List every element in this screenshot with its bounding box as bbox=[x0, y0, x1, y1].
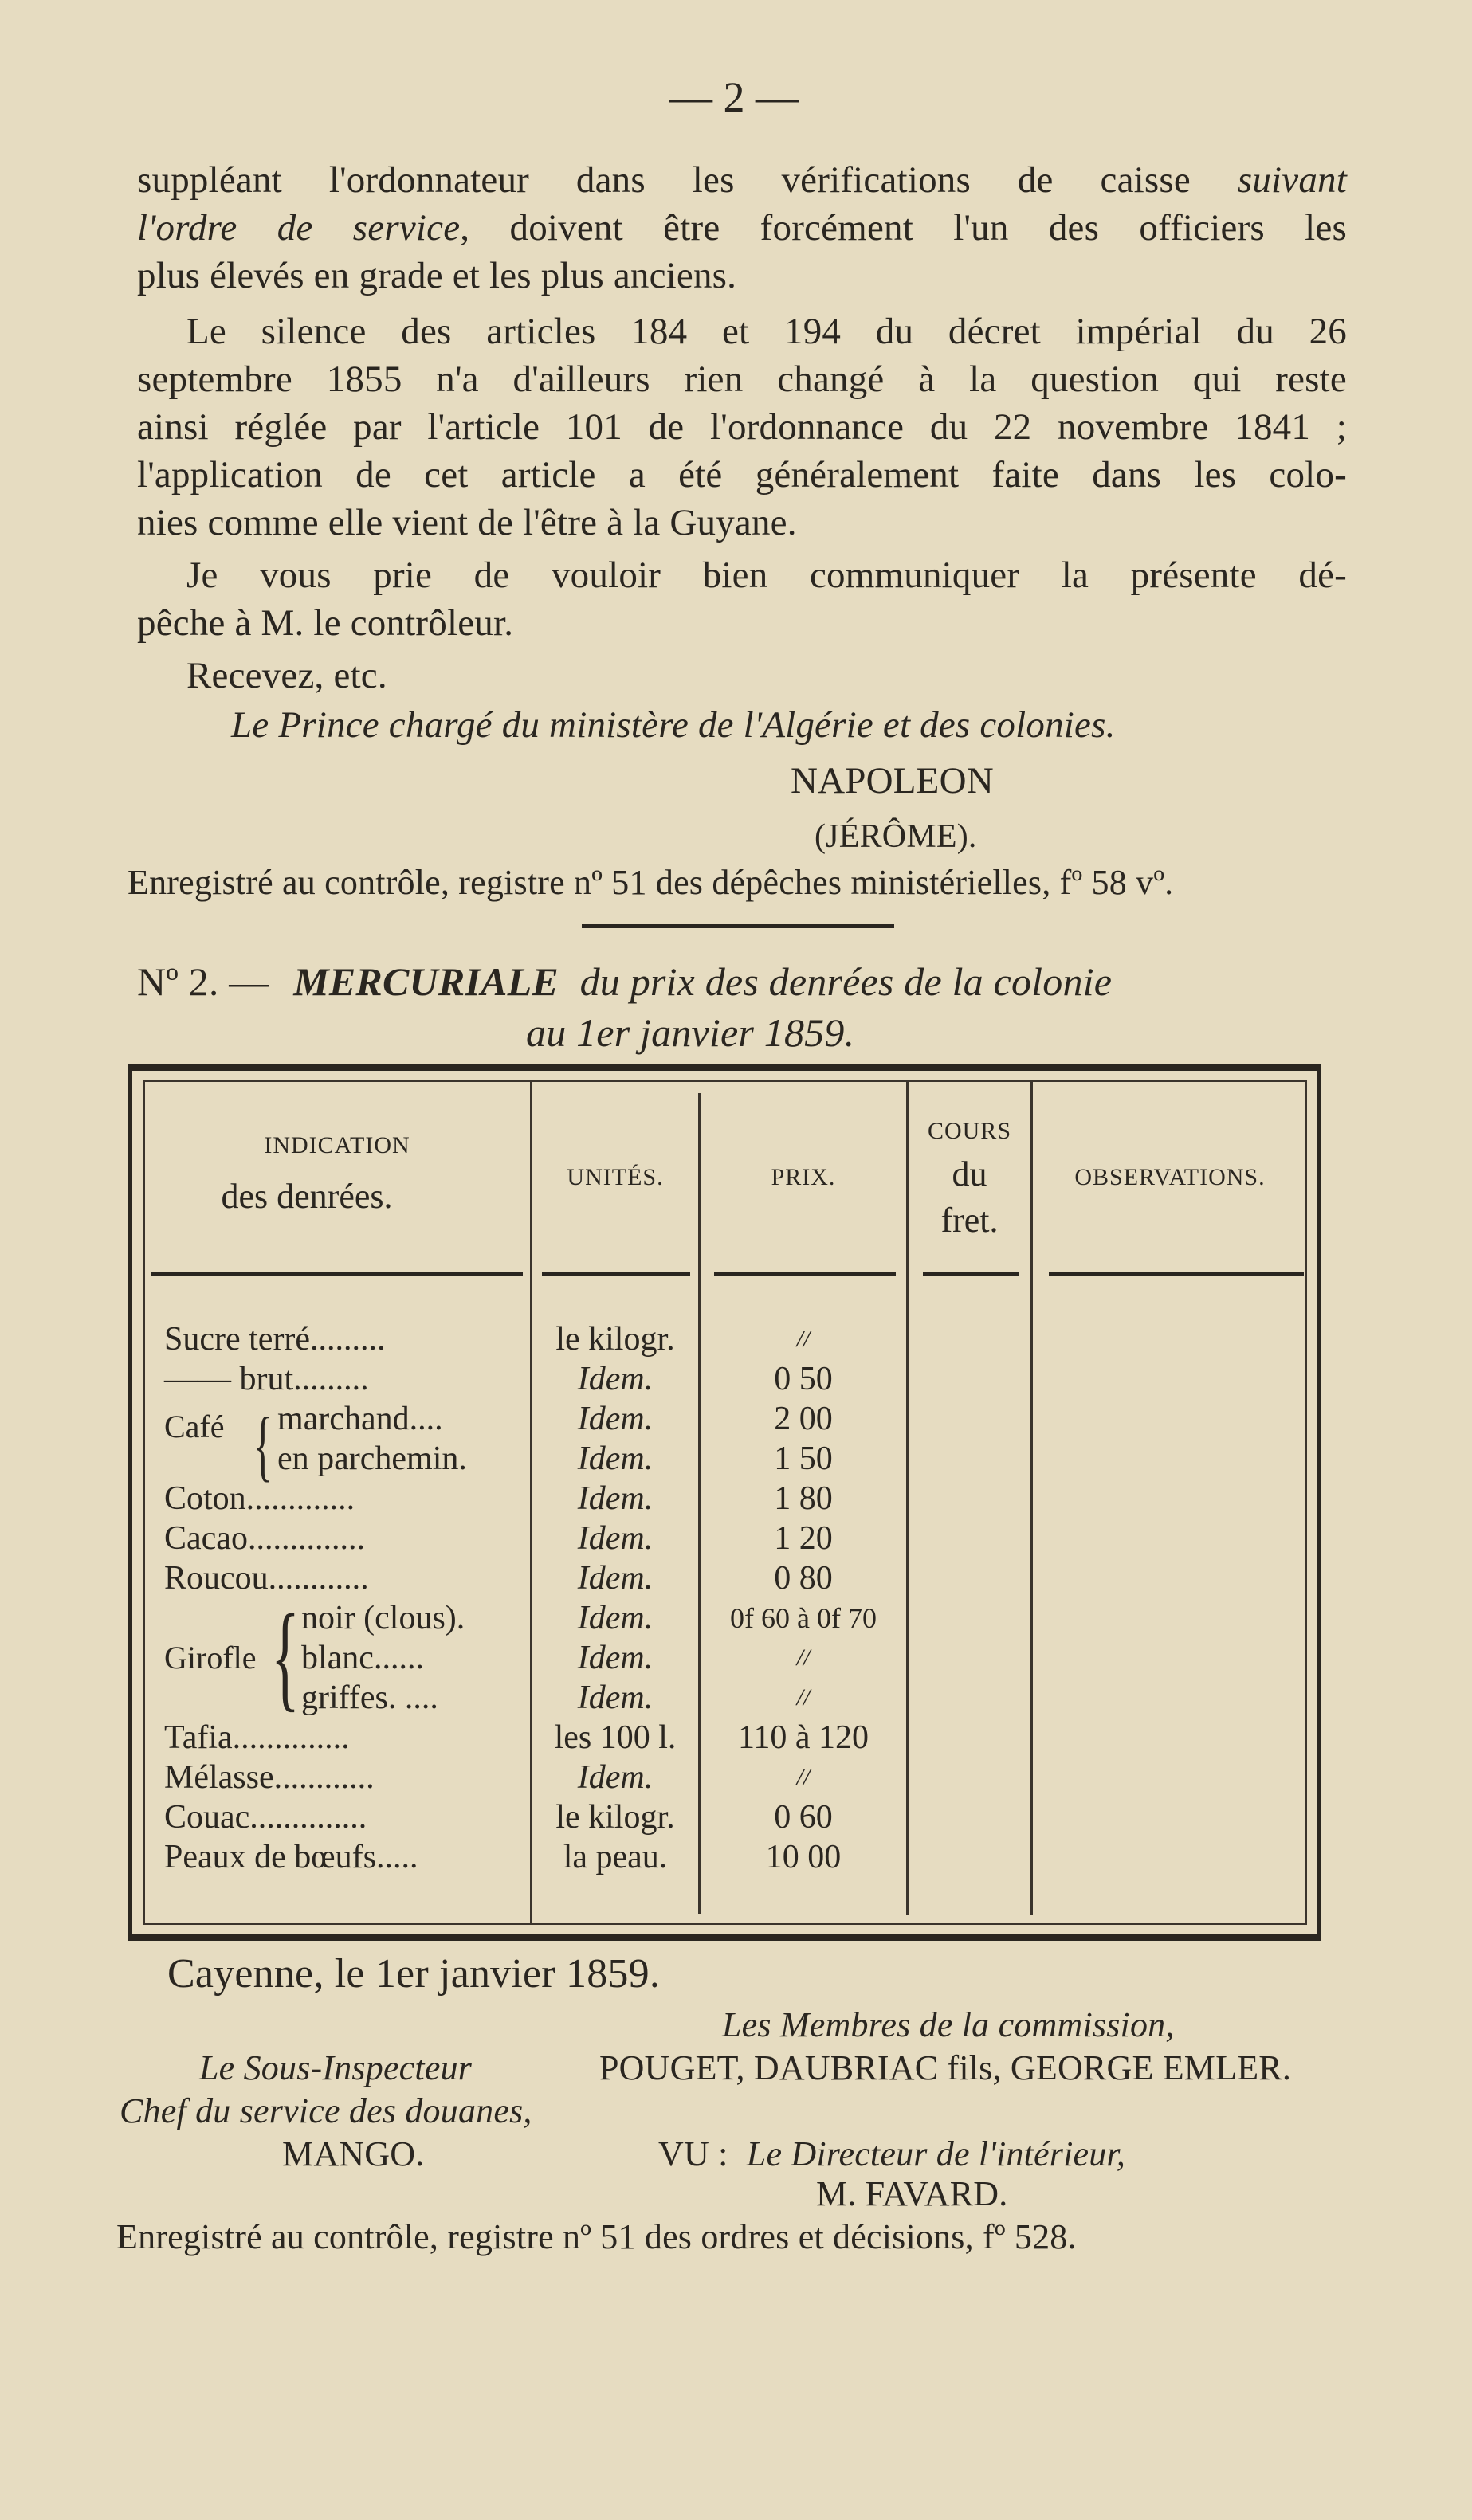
row-unit: Idem. bbox=[577, 1361, 654, 1397]
row-label: en parchemin. bbox=[277, 1440, 467, 1477]
header-rule bbox=[714, 1272, 896, 1276]
row-unit: Idem. bbox=[577, 1560, 654, 1597]
brace-icon: { bbox=[253, 1401, 273, 1489]
row-price: 1 20 bbox=[774, 1520, 833, 1557]
row-price: 0 60 bbox=[774, 1799, 833, 1836]
row-price: 2 00 bbox=[774, 1401, 833, 1437]
group-label-cafe: Café bbox=[164, 1409, 225, 1444]
row-unit: Idem. bbox=[577, 1679, 654, 1716]
row-label: Peaux de bœufs..... bbox=[164, 1839, 418, 1875]
row-label: Sucre terré......... bbox=[164, 1321, 386, 1358]
vu-prefix: VU : bbox=[658, 2134, 728, 2173]
closing-line: Recevez, etc. bbox=[186, 655, 387, 696]
row-label: griffes. .... bbox=[301, 1679, 438, 1716]
row-label: blanc...... bbox=[301, 1640, 424, 1676]
text-line: septembre 1855 n'a d'ailleurs rien changé à la question qui reste bbox=[137, 359, 1347, 400]
commission-label: Les Membres de la commission, bbox=[722, 2005, 1175, 2044]
text-segment: suppléant l'ordonnateur dans les vérifications de caisse bbox=[137, 159, 1191, 201]
row-unit: Idem. bbox=[577, 1759, 654, 1796]
row-price: // bbox=[796, 1684, 811, 1711]
text-line: plus élevés en grade et les plus anciens. bbox=[137, 255, 737, 296]
row-label: Mélasse............ bbox=[164, 1759, 375, 1796]
brace-icon: { bbox=[271, 1590, 300, 1722]
text-line: ainsi réglée par l'article 101 de l'ordonnance du 22 novembre 1841 ; bbox=[137, 406, 1347, 448]
text-line: Le silence des articles 184 et 194 du décret impérial du 26 bbox=[186, 311, 1347, 352]
row-unit: Idem. bbox=[577, 1480, 654, 1517]
row-unit: Idem. bbox=[577, 1401, 654, 1437]
row-price: 110 à 120 bbox=[737, 1719, 869, 1756]
text-line: pêche à M. le contrôleur. bbox=[137, 602, 514, 644]
commission-members: POUGET, DAUBRIAC fils, GEORGE EMLER. bbox=[599, 2048, 1292, 2087]
header-observations: OBSERVATIONS. bbox=[1074, 1164, 1266, 1190]
row-label: Roucou............ bbox=[164, 1560, 369, 1597]
row-unit: Idem. bbox=[577, 1640, 654, 1676]
section-title-line2: au 1er janvier 1859. bbox=[526, 1010, 855, 1055]
sous-inspecteur-label: Le Sous-Inspecteur bbox=[199, 2048, 473, 2087]
row-unit: le kilogr. bbox=[555, 1321, 675, 1358]
header-indication: INDICATION bbox=[264, 1132, 410, 1158]
row-price: 10 00 bbox=[765, 1839, 842, 1875]
section-title bbox=[137, 958, 1333, 1005]
header-rule bbox=[542, 1272, 690, 1276]
row-price: // bbox=[796, 1326, 811, 1352]
row-price: 1 80 bbox=[774, 1480, 833, 1517]
row-label: marchand.... bbox=[277, 1401, 443, 1437]
section-number: Nº 2. — bbox=[137, 959, 269, 1004]
row-unit: Idem. bbox=[577, 1600, 654, 1636]
row-unit: la peau. bbox=[563, 1839, 668, 1875]
row-unit: les 100 l. bbox=[554, 1719, 677, 1756]
text-line: nies comme elle vient de l'être à la Guyane. bbox=[137, 502, 797, 543]
place-date: Cayenne, le 1er janvier 1859. bbox=[167, 1951, 661, 1997]
text-line: Je vous prie de vouloir bien communiquer la présente dé- bbox=[186, 555, 1347, 596]
registration-line: Enregistré au contrôle, registre nº 51 des dépêches ministérielles, fº 58 vº. bbox=[128, 863, 1174, 902]
row-price: // bbox=[796, 1644, 811, 1671]
page-number: — 2 — bbox=[669, 73, 799, 121]
signatory-title: Le Prince chargé du ministère de l'Algérie et des colonies. bbox=[231, 704, 1116, 746]
column-divider bbox=[1030, 1080, 1033, 1915]
header-indication-sub: des denrées. bbox=[221, 1177, 393, 1216]
signatory-sub: (JÉRÔME). bbox=[815, 818, 977, 855]
row-price: 0f 60 à 0f 70 bbox=[730, 1602, 877, 1634]
text-line: l'application de cet article a été généralement faite dans les colo- bbox=[137, 454, 1347, 496]
row-label: Couac.............. bbox=[164, 1799, 367, 1836]
text-line bbox=[137, 204, 1347, 252]
header-cours-fret: fret. bbox=[940, 1201, 999, 1240]
signatory-name: NAPOLEON bbox=[791, 760, 994, 801]
mango-name: MANGO. bbox=[282, 2134, 425, 2173]
vu-rest: Le Directeur de l'intérieur, bbox=[746, 2134, 1126, 2173]
header-prix: PRIX. bbox=[771, 1164, 836, 1190]
header-rule bbox=[1049, 1272, 1304, 1276]
row-price: // bbox=[796, 1764, 811, 1790]
italic-segment: suivant bbox=[1237, 159, 1347, 201]
row-price: 0 50 bbox=[774, 1361, 833, 1397]
row-label: Coton............. bbox=[164, 1480, 355, 1517]
italic-segment: l'ordre de service bbox=[137, 207, 461, 249]
row-unit: Idem. bbox=[577, 1440, 654, 1477]
row-label: —— brut......... bbox=[164, 1361, 369, 1397]
row-label: Tafia.............. bbox=[164, 1719, 350, 1756]
text-segment: , doivent être forcément l'un des officiers les bbox=[460, 207, 1347, 249]
row-label: noir (clous). bbox=[301, 1600, 465, 1636]
header-cours: COURS bbox=[927, 1118, 1012, 1144]
header-rule bbox=[923, 1272, 1019, 1276]
favard-name: M. FAVARD. bbox=[816, 2174, 1008, 2213]
registration-line: Enregistré au contrôle, registre nº 51 des ordres et décisions, fº 528. bbox=[116, 2217, 1077, 2256]
section-heading-rest: du prix des denrées de la colonie bbox=[579, 959, 1113, 1004]
row-price: 1 50 bbox=[774, 1440, 833, 1477]
separator-rule bbox=[582, 924, 894, 928]
row-price: 0 80 bbox=[774, 1560, 833, 1597]
section-heading: MERCURIALE bbox=[293, 959, 559, 1004]
text-line bbox=[137, 156, 1347, 204]
header-cours-du: du bbox=[952, 1154, 987, 1193]
row-label: Cacao.............. bbox=[164, 1520, 365, 1557]
header-rule bbox=[151, 1272, 523, 1276]
chef-label: Chef du service des douanes, bbox=[120, 2091, 532, 2130]
row-unit: le kilogr. bbox=[555, 1799, 675, 1836]
row-unit: Idem. bbox=[577, 1520, 654, 1557]
group-label-girofle: Girofle bbox=[164, 1640, 257, 1675]
header-unites: UNITÉS. bbox=[567, 1164, 664, 1190]
